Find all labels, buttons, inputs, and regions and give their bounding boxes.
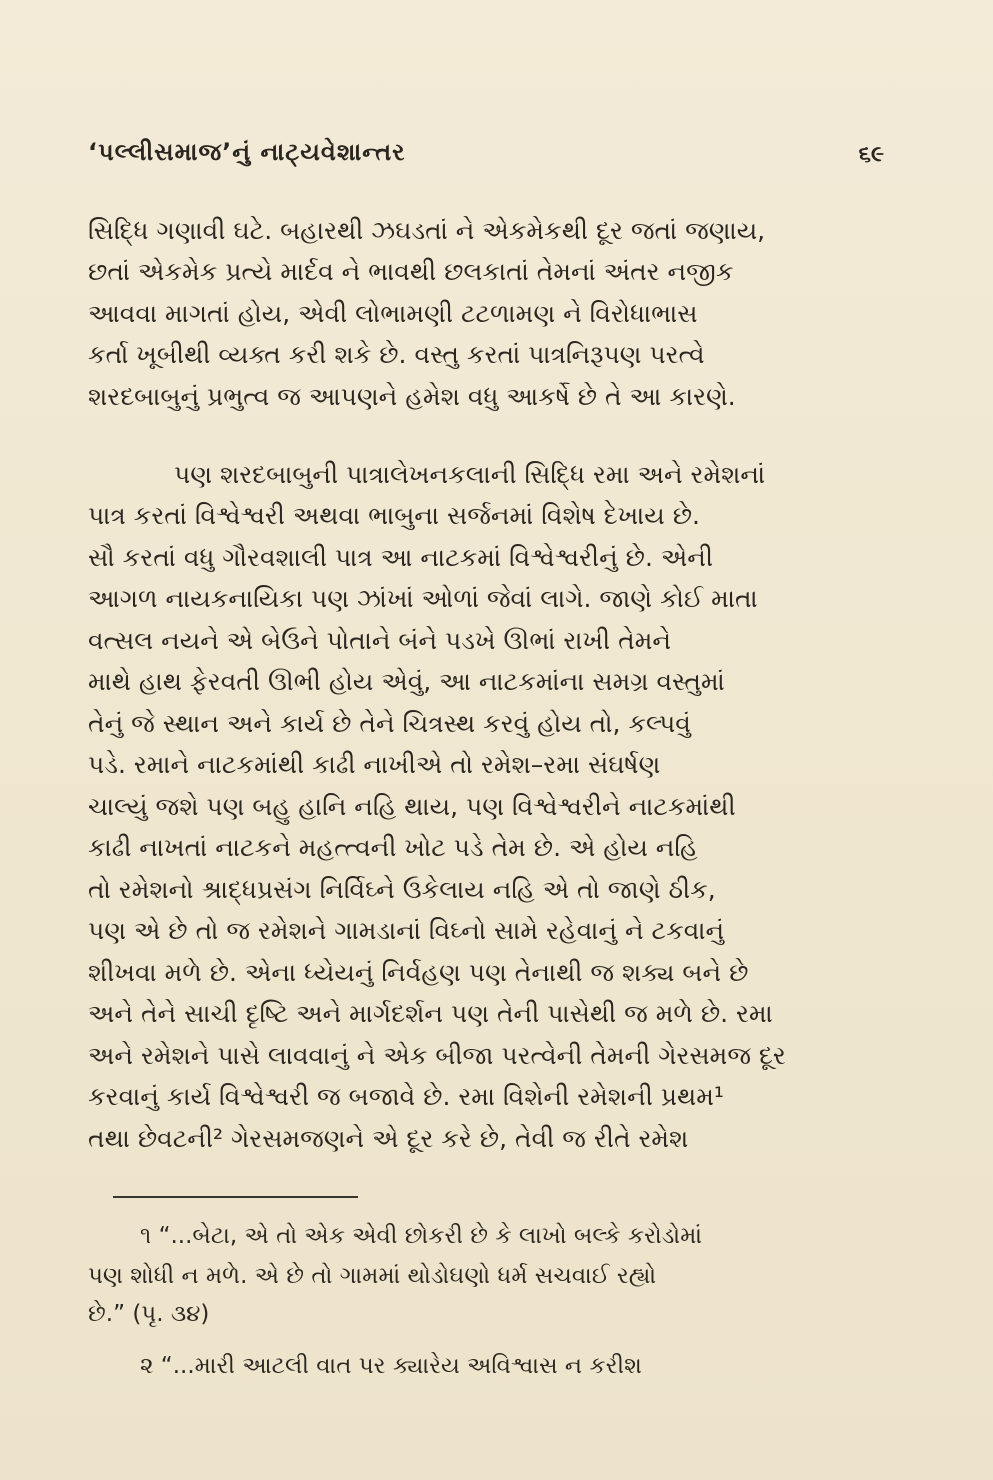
body-line: સિદ્ધિ ગણાવી ઘટે. બહારથી ઝઘડતાં ને એકમેકથી દૂર જતાં જણાય, — [88, 216, 766, 245]
body-line: શરદબાબુનું પ્રભુત્વ જ આપણને હમેશ વધુ આકર્ષે છે તે આ કારણે. — [88, 382, 736, 411]
body-line: કાઢી નાખતાં નાટકને મહત્ત્વની ખોટ પડે તેમ છે. એ હોય નહિ — [88, 833, 698, 862]
body-line: પાત્ર કરતાં વિશ્વેશ્વરી અથવા ભાબુના સર્જનમાં વિશેષ દેખાય છે. — [88, 501, 700, 530]
body-line: છતાં એકમેક પ્રત્યે માર્દવ ને ભાવથી છલકાતાં તેમનાં અંતર નજીક — [88, 257, 734, 286]
body-line: સૌ કરતાં વધુ ગૌરવશાલી પાત્ર આ નાટકમાં વિશ્વેશ્વરીનું છે. એની — [88, 543, 714, 572]
body-line: અને તેને સાચી દૃષ્ટિ અને માર્ગદર્શન પણ તેની પાસેથી જ મળે છે. રમા — [88, 999, 773, 1028]
footnote-line: પણ શોધી ન મળે. એ છે તો ગામમાં થોડોઘણો ધર્મ સચવાઈ રહ્યો — [88, 1263, 657, 1289]
footnote-rule — [113, 1196, 358, 1198]
footnote-line: ૧ “...બેટા, એ તો એક એવી છોકરી છે કે લાખો બલ્કે કરોડોમાં — [140, 1223, 703, 1249]
body-line: પડે. રમાને નાટકમાંથી કાઢી નાખીએ તો રમેશ–રમા સંઘર્ષણ — [88, 750, 661, 779]
body-line: ચાલ્યું જશે પણ બહુ હાનિ નહિ થાય, પણ વિશ્વેશ્વરીને નાટકમાંથી — [88, 792, 736, 821]
body-line: શીખવા મળે છે. એના ધ્યેયનું નિર્વહણ પણ તેનાથી જ શક્ય બને છે — [88, 958, 749, 987]
body-line: માથે હાથ ફેરવતી ઊભી હોય એવું, આ નાટકમાંના સમગ્ર વસ્તુમાં — [88, 667, 725, 696]
running-header-title: ‘પલ્લીસમાજ’નું નાટ્યવેશાન્તર — [88, 138, 406, 166]
body-line: અને રમેશને પાસે લાવવાનું ને એક બીજા પરત્વેની તેમની ગેરસમજ દૂર — [88, 1041, 786, 1070]
body-line: વત્સલ નયને એ બેઉને પોતાને બંને પડખે ઊભાં રાખી તેમને — [88, 626, 671, 655]
footnote-line: છે.” (પૃ. ૩૪) — [88, 1301, 210, 1327]
body-line: તથા છેવટની² ગેરસમજણને એ દૂર કરે છે, તેવી જ રીતે રમેશ — [88, 1124, 689, 1153]
body-line: કરવાનું કાર્ય વિશ્વેશ્વરી જ બજાવે છે. રમા વિશેની રમેશની પ્રથમ¹ — [88, 1082, 724, 1111]
running-header — [88, 132, 884, 172]
body-line: પણ શરદબાબુની પાત્રાલેખનકલાની સિદ્ધિ રમા અને રમેશનાં — [174, 460, 766, 489]
page-number: ૬૯ — [858, 142, 884, 167]
footnote-line: ૨ “...મારી આટલી વાત પર ક્યારેય અવિશ્વાસ ન કરીશ — [140, 1353, 642, 1379]
body-line: કર્તા ખૂબીથી વ્યક્ત કરી શકે છે. વસ્તુ કરતાં પાત્રનિરૂપણ પરત્વે — [88, 340, 705, 369]
body-line: પણ એ છે તો જ રમેશને ગામડાનાં વિઘ્નો સામે રહેવાનું ને ટકવાનું — [88, 916, 725, 945]
body-line: આવવા માગતાં હોય, એવી લોભામણી ટટળામણ ને વિરોધાભાસ — [88, 299, 698, 328]
body-line: આગળ નાયકનાયિકા પણ ઝાંખાં ઓળાં જેવાં લાગે. જાણે કોઈ માતા — [88, 584, 758, 613]
body-line: તેનું જે સ્થાન અને કાર્ય છે તેને ચિત્રસ્થ કરવું હોય તો, કલ્પવું — [88, 709, 691, 738]
body-line: તો રમેશનો શ્રાદ્ધપ્રસંગ નિર્વિઘ્ને ઉકેલાય નહિ એ તો જાણે ઠીક, — [88, 875, 716, 904]
